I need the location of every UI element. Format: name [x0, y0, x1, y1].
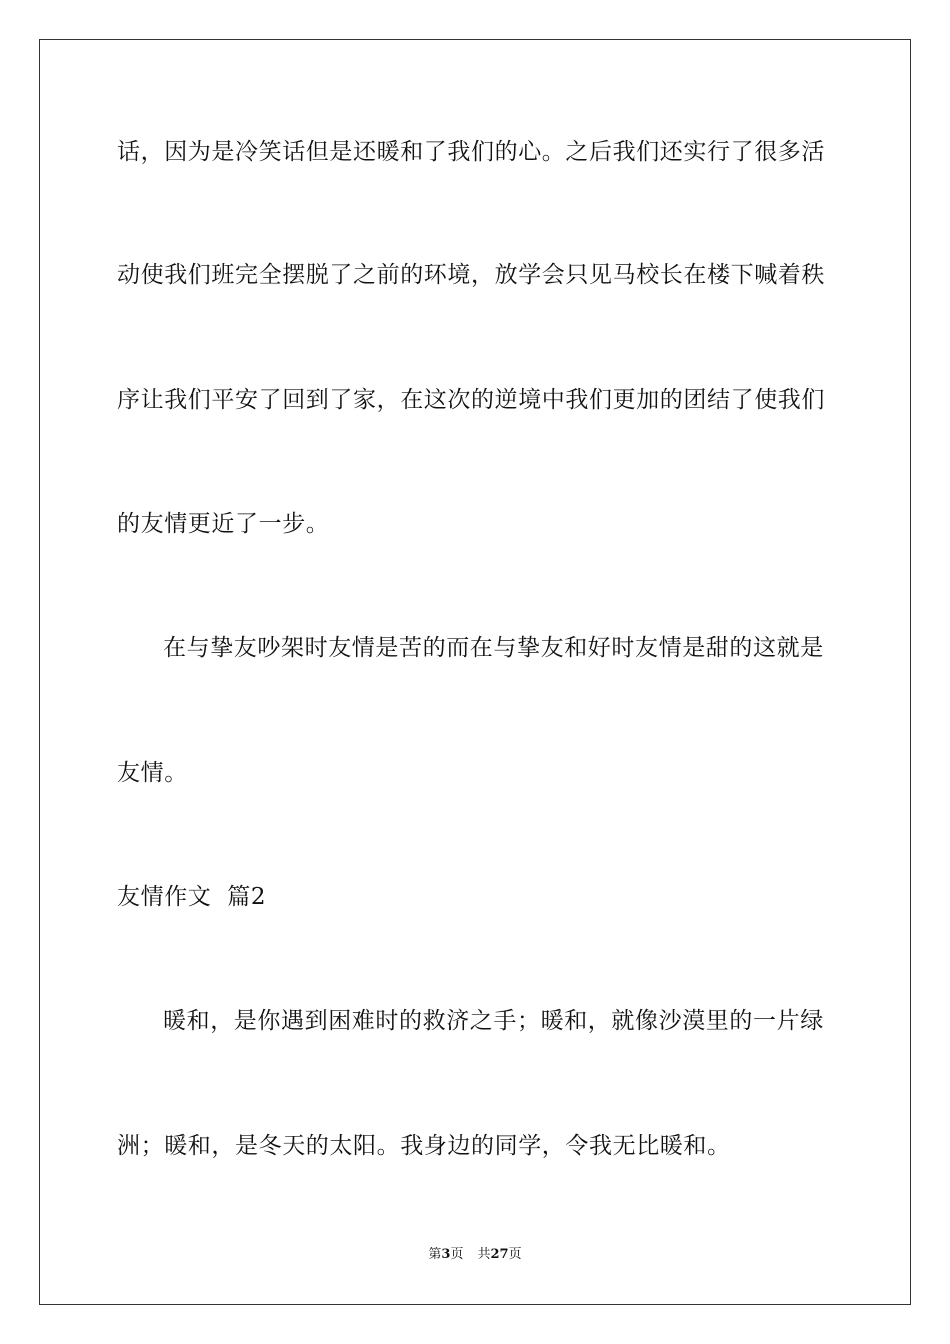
total-prefix: 共	[477, 1247, 491, 1262]
paragraph-line-6: 友情。	[117, 760, 188, 786]
page-border	[39, 39, 911, 1305]
total-pages: 27	[490, 1247, 509, 1262]
page-footer	[0, 1246, 950, 1264]
paragraph-line-7: 暖和，是你遇到困难时的救济之手；暖和，就像沙漠里的一片绿	[163, 1008, 824, 1034]
page-suffix: 页	[450, 1247, 464, 1262]
page-prefix: 第	[428, 1247, 442, 1262]
paragraph-line-1: 话，因为是冷笑话但是还暖和了我们的心。之后我们还实行了很多活	[117, 139, 825, 165]
total-suffix: 页	[508, 1247, 522, 1262]
section-heading: 友情作文 篇2	[117, 884, 267, 910]
paragraph-line-8: 洲；暖和，是冬天的太阳。我身边的同学，令我无比暖和。	[117, 1133, 731, 1159]
paragraph-line-3: 序让我们平安了回到了家，在这次的逆境中我们更加的团结了使我们	[117, 387, 825, 413]
page-current: 3	[441, 1247, 451, 1262]
paragraph-line-5: 在与挚友吵架时友情是苦的而在与挚友和好时友情是甜的这就是	[163, 635, 824, 661]
paragraph-line-2: 动使我们班完全摆脱了之前的环境，放学会只见马校长在楼下喊着秩	[117, 262, 825, 288]
paragraph-line-4: 的友情更近了一步。	[117, 511, 330, 537]
